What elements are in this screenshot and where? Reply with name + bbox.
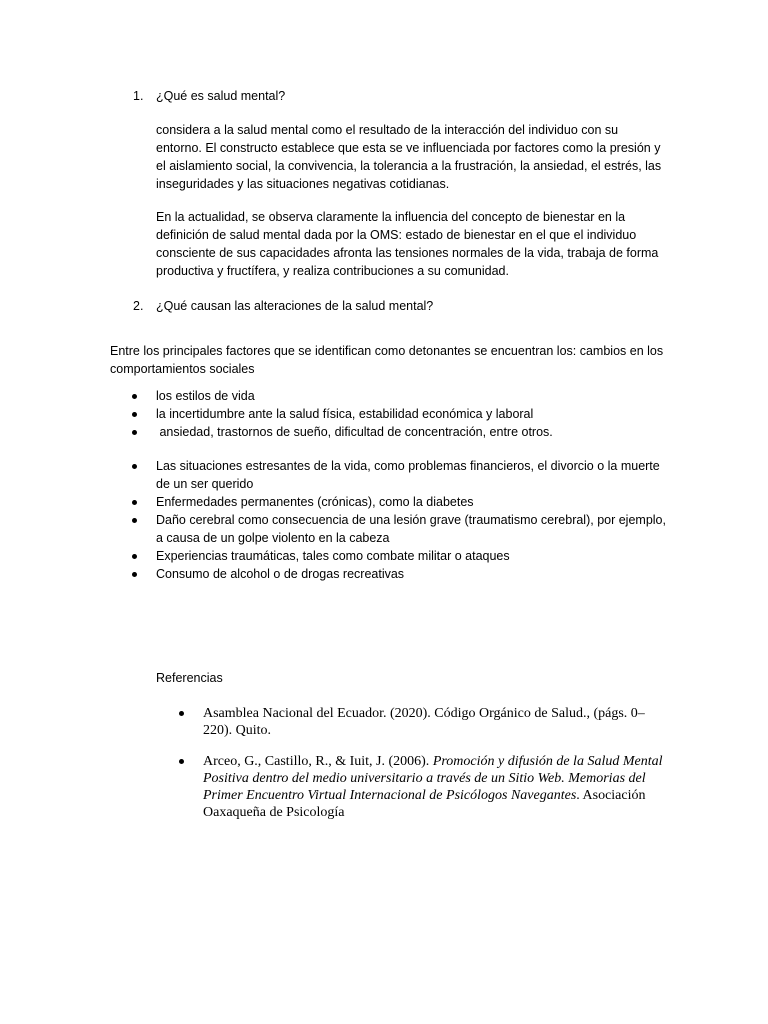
bullet-icon [132, 412, 137, 417]
list-item: ansiedad, trastornos de sueño, dificultad de concentración, entre otros. [110, 423, 670, 441]
question-1-text: ¿Qué es salud mental? [156, 89, 286, 103]
bullet-icon [132, 430, 137, 435]
factors-intro [110, 342, 670, 378]
bullet-icon [132, 394, 137, 399]
question-2-number: 2. [133, 299, 144, 313]
list-item: Daño cerebral como consecuencia de una lesión grave (traumatismo cerebral), por ejemplo, a causa de un golpe violento en la cabeza [110, 511, 670, 547]
list-item [156, 705, 666, 739]
factors-intro-text: Entre los principales factores que se identifican como detonantes se encuentran los: cambios en los comportamientos sociales [110, 344, 664, 376]
answer-1-paragraph-1 [156, 121, 666, 193]
bullet-icon [179, 759, 184, 764]
list-item: la incertidumbre ante la salud física, estabilidad económica y laboral [110, 405, 670, 423]
bullet-icon [132, 518, 137, 523]
list-item: Consumo de alcohol o de drogas recreativas [110, 565, 670, 583]
reference-1-text: Asamblea Nacional del Ecuador. (2020). Código Orgánico de Salud., (págs. 0–220). Quito. [203, 706, 645, 738]
answer-1-paragraph-1-text: considera a la salud mental como el resultado de la interacción del individuo con su entorno. El constructo establece que esta se ve influenciada por factores como la presión y el aislamiento social, la convivencia, la tolerancia a la frustración, la ansiedad, el estrés, las inseguridades y las situaciones negativas cotidianas. [156, 123, 662, 191]
list-item: Enfermedades permanentes (crónicas), como la diabetes [110, 493, 670, 511]
answer-1-paragraph-2 [156, 208, 666, 280]
references-title: Referencias [156, 671, 223, 685]
list-item: Las situaciones estresantes de la vida, como problemas financieros, el divorcio o la muerte de un ser querido [110, 457, 670, 493]
reference-1 [156, 705, 666, 739]
reference-2 [156, 753, 666, 821]
bullet-icon [132, 500, 137, 505]
list-item: los estilos de vida [110, 387, 670, 405]
question-1-number: 1. [133, 89, 144, 103]
list-item [156, 753, 666, 821]
question-2-text: ¿Qué causan las alteraciones de la salud mental? [156, 299, 434, 313]
factors-list-1 [110, 387, 670, 441]
answer-1-paragraph-2-text: En la actualidad, se observa claramente la influencia del concepto de bienestar en la definición de salud mental dada por la OMS: estado de bienestar en el que el individuo consciente de sus capacidades afronta las tensiones normales de la vida, trabaja de forma productiva y fructífera, y realiza contribuciones a su comunidad. [156, 210, 659, 278]
list-item: Experiencias traumáticas, tales como combate militar o ataques [110, 547, 670, 565]
bullet-icon [132, 464, 137, 469]
reference-2-title: Promoción y difusión de la Salud Mental Positiva dentro del medio universitario a través de un Sitio Web. Memorias del Primer Encuentro Virtual Internacional de Psicólogos Navegantes [203, 754, 663, 803]
reference-2-publisher: . Asociación Oaxaqueña de Psicología [203, 788, 646, 820]
bullet-icon [132, 554, 137, 559]
factors-list-2 [110, 457, 670, 583]
bullet-icon [179, 711, 184, 716]
reference-2-authors: Arceo, G., Castillo, R., & Iuit, J. (2006). [203, 754, 433, 769]
bullet-icon [132, 572, 137, 577]
